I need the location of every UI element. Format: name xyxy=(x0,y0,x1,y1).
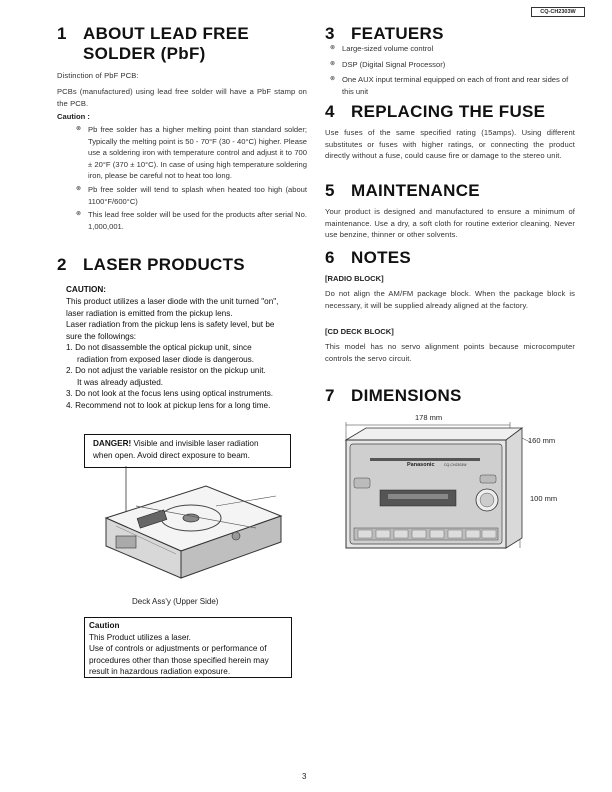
section-5-heading xyxy=(325,181,480,201)
model-number-label: CQ-CH2303W xyxy=(531,7,585,17)
laser-item: 2. Do not adjust the variable resistor on the pickup unit. xyxy=(66,366,266,375)
laser-line: laser radiation is emitted from the pickup lens. xyxy=(66,308,233,318)
section-2-number: 2 xyxy=(57,255,67,274)
section-6-heading xyxy=(325,248,411,268)
bullet-mark-icon: ⊗ xyxy=(76,211,82,218)
laser-line: sure the followings: xyxy=(66,331,137,341)
laser-item: 1. Do not disassemble the optical pickup unit, since xyxy=(66,343,252,352)
danger-label: DANGER! xyxy=(93,439,132,448)
laser-caution-box xyxy=(84,617,292,678)
section-6-title: NOTES xyxy=(351,248,412,267)
features-list xyxy=(330,43,580,97)
bullet-mark-icon: ⊗ xyxy=(330,60,336,67)
section-3-title: FEATUERS xyxy=(351,24,444,43)
bullet-mark-icon: ⊗ xyxy=(330,76,336,83)
bullet-mark-icon: ⊗ xyxy=(76,126,82,132)
danger-warning-box xyxy=(84,434,291,468)
width-dimension-label: 178 mm xyxy=(415,413,443,422)
section-1-number: 1 xyxy=(57,24,67,43)
laser-line: This product utilizes a laser diode with the unit turned "on", xyxy=(66,297,279,306)
section-7-title: DIMENSIONS xyxy=(351,386,462,405)
deck-caption: Deck Ass'y (Upper Side) xyxy=(132,597,219,606)
laser-item: 4. Recommend not to look at pickup lens for a long time. xyxy=(66,400,271,410)
section-1-title-line2: SOLDER (PbF) xyxy=(83,44,206,63)
section-2-heading xyxy=(57,255,245,275)
section-3-heading xyxy=(325,24,444,44)
feature-item: ⊗ DSP (Digital Signal Processor) xyxy=(330,59,446,69)
bullet-mark-icon: ⊗ xyxy=(330,45,336,51)
caution-box-line: Use of controls or adjustments or performance of xyxy=(89,644,267,653)
depth-dimension-label: 160 mm xyxy=(528,436,556,445)
deck-assy-illustration xyxy=(76,466,296,591)
section-4-title: REPLACING THE FUSE xyxy=(351,102,546,121)
laser-item: 3. Do not look at the focus lens using optical instruments. xyxy=(66,389,274,398)
caution-box-line: result in hazardous radiation exposure. xyxy=(89,667,231,676)
pbf-caution-label: Caution : xyxy=(57,112,90,121)
radio-block-paragraph: Do not align the AM/FM package block. When the package block is necessary, it will be supplied already aligned at the factory. xyxy=(325,289,575,310)
maintenance-paragraph: Your product is designed and manufactured to ensure a minimum of maintenance. Use a dry, a soft cloth for routine exterior cleaning. Never use benzine, thinner or other solvents. xyxy=(325,207,575,240)
height-dimension-label: 100 mm xyxy=(530,494,558,503)
section-1-title-line1: ABOUT LEAD FREE xyxy=(83,24,249,43)
laser-line: Laser radiation from the pickup lens is safety level, but be xyxy=(66,320,275,329)
section-4-heading xyxy=(325,102,545,122)
brand-logo-text: Panasonic xyxy=(407,462,435,468)
caution-box-line: procedures other than those specified herein may xyxy=(89,655,269,665)
caution-box-line: This Product utilizes a laser. xyxy=(89,632,191,642)
feature-item: ⊗ Large-sized volume control xyxy=(330,44,434,53)
stereo-dimensions-drawing xyxy=(330,420,540,560)
pbf-caution-list xyxy=(76,124,307,232)
model-small-text: CQ-CH2303W xyxy=(444,463,467,467)
page-number: 3 xyxy=(302,772,307,781)
pbf-bullet: ⊗ This lead free solder will be used for the products after serial No. 1,000,001. xyxy=(76,210,307,231)
pbf-bullet: ⊗ Pb free solder has a higher melting point than standard solder; Typically the melting point is 50 - 70°F (30 - 40°C) higher. Please use a soldering iron with temperature control and adjust it to 700 ± 20°F (370 ± 10°C). In case of using high temperature soldering iron, please be careful not to heat too long. xyxy=(76,125,307,181)
laser-caution-label: CAUTION: xyxy=(66,285,107,294)
pbf-stamp-paragraph: PCBs (manufactured) using lead free solder will have a PbF stamp on the PCB. xyxy=(57,87,307,108)
feature-item: ⊗ One AUX input terminal equipped on each of front and rear sides of this unit xyxy=(330,75,569,96)
fuse-paragraph: Use fuses of the same specified rating (15amps). Using different substitutes or fuses with higher ratings, or connecting the product directly without a fuse, could cause fire or damage to the stereo unit. xyxy=(325,128,575,161)
section-6-number: 6 xyxy=(325,248,335,267)
laser-caution-text xyxy=(66,296,316,411)
danger-text-line1: Visible and invisible laser radiation xyxy=(133,439,259,448)
section-2-title: LASER PRODUCTS xyxy=(83,255,245,274)
section-5-number: 5 xyxy=(325,181,335,200)
danger-text-line2: when open. Avoid direct exposure to beam. xyxy=(93,450,250,460)
radio-block-heading: [RADIO BLOCK] xyxy=(325,274,384,283)
section-3-number: 3 xyxy=(325,24,335,43)
laser-item: It was already adjusted. xyxy=(77,377,164,387)
pbf-distinction-label: Distinction of PbF PCB: xyxy=(57,71,139,80)
section-5-title: MAINTENANCE xyxy=(351,181,480,200)
cd-deck-block-paragraph: This model has no servo alignment points because microcomputer controls the servo circuit. xyxy=(325,342,575,363)
section-4-number: 4 xyxy=(325,102,335,121)
section-7-heading xyxy=(325,386,462,406)
pbf-bullet: ⊗ Pb free solder will tend to splash when heated too high (about 1100°F/600°C) xyxy=(76,184,307,206)
cd-deck-block-heading: [CD DECK BLOCK] xyxy=(325,327,394,336)
section-7-number: 7 xyxy=(325,386,335,405)
caution-box-title: Caution xyxy=(89,621,120,630)
bullet-mark-icon: ⊗ xyxy=(76,185,82,192)
section-1-heading xyxy=(57,24,307,64)
laser-item: radiation from exposed laser diode is dangerous. xyxy=(77,354,255,364)
